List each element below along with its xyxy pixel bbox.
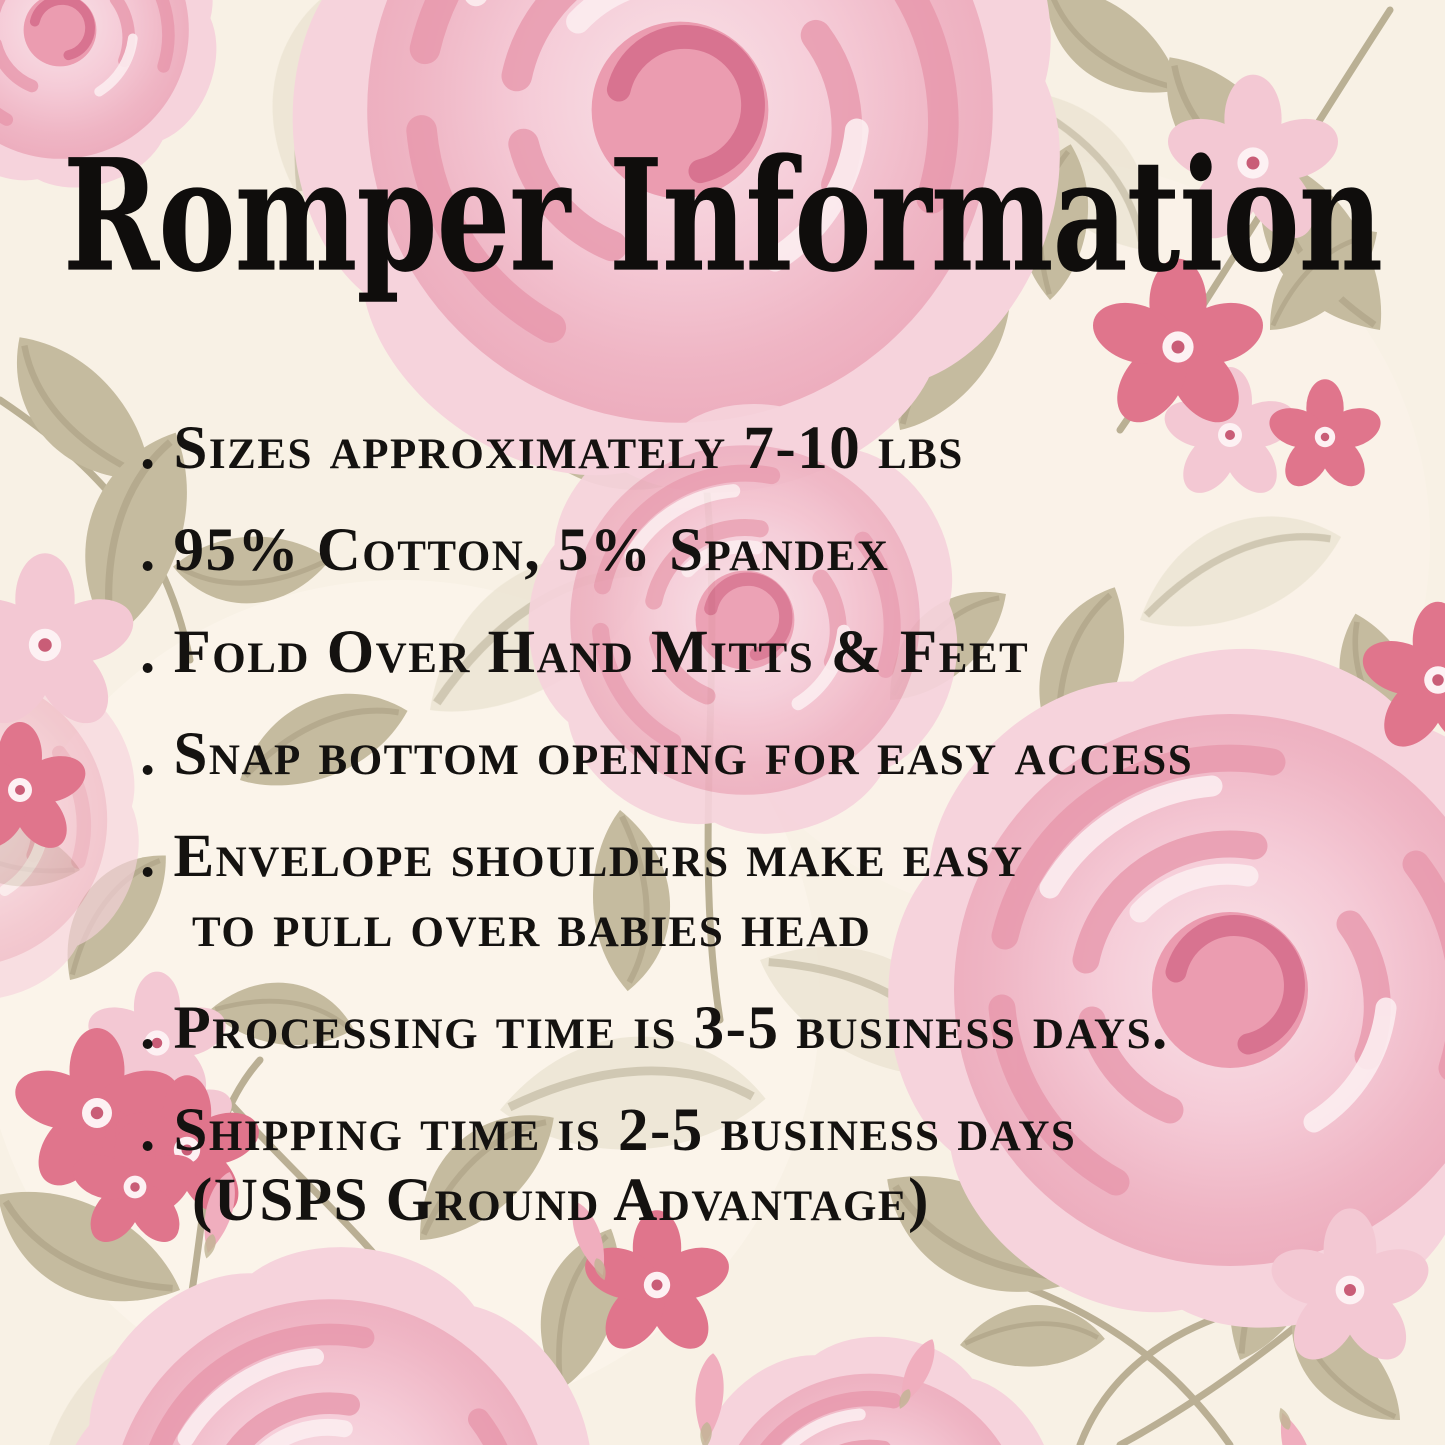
bullet-shipping-time-line2: (USPS Ground Advantage) <box>192 1167 930 1234</box>
bullet-fabric: . 95% Cotton, 5% Spandex <box>140 517 890 584</box>
bullet-sizes: . Sizes approximately 7-10 lbs <box>140 415 964 482</box>
romper-info-bullet-list <box>140 414 1415 1236</box>
bullet-envelope-shoulders-line2: to pull over babies head <box>192 893 872 960</box>
bullet-mitts-feet: . Fold Over Hand Mitts & Feet <box>140 619 1030 686</box>
poster-title: Romper Information <box>62 126 1383 307</box>
bullet-processing-time: . Processing time is 3-5 business days. <box>140 995 1169 1062</box>
bullet-snap-bottom: . Snap bottom opening for easy access <box>140 721 1194 788</box>
bullet-shipping-time-line1: . Shipping time is 2-5 business days <box>140 1097 1077 1164</box>
bullet-envelope-shoulders-line1: . Envelope shoulders make easy <box>140 823 1024 890</box>
